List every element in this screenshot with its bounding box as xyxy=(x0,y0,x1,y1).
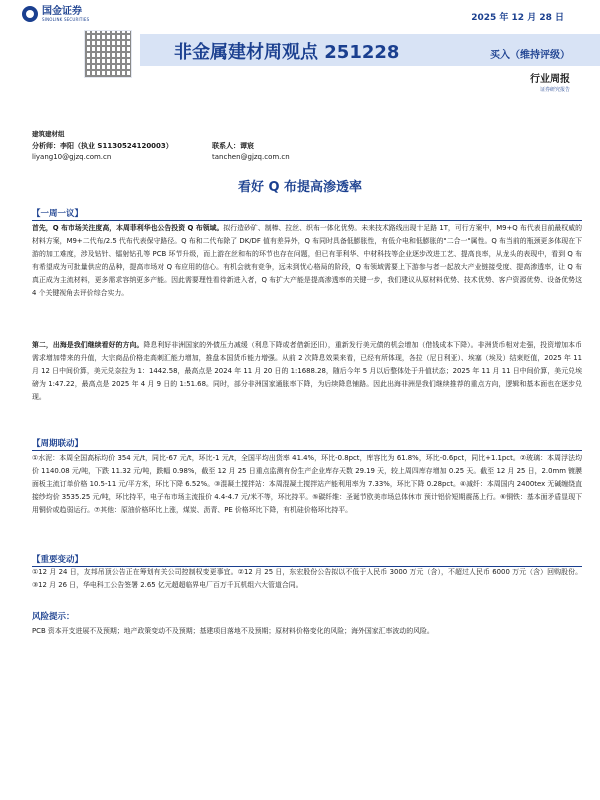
rating-label: 买入（维持评级） xyxy=(490,50,570,61)
report-subtype: 证券研究报告 xyxy=(539,87,570,93)
contact-info: 联系人：谭宸 xyxy=(212,142,254,150)
logo-mark-icon xyxy=(22,6,38,22)
logo-en: SINOLINK SECURITIES xyxy=(42,16,90,22)
report-headline: 看好 Q 布提高渗透率 xyxy=(237,180,363,195)
weekly-paragraph-2 xyxy=(32,339,582,404)
contact-email[interactable]: tanchen@gjzq.com.cn xyxy=(212,153,290,161)
weekly-p1-body: 拟行造砂矿、制棒、拉丝、织布一体化优势。未来技术路线出现十足路 1T，可行方案中，M9+Q 布代表目前最权威的材料方案，M9+二代布/2.5 代布代表保守路径。Q 布和二代布除了 DK/DF 值有差异外，Q 布同时具备低膨胀性，有低介电和低膨胀的"二合一"属性。Q 布当前的瓶颈更多体现在下游的加工难度，涉及钻针、镭射钻孔等 PCB 环节升级，而上游在丝和布的环节也存在问题，但已有菲利华、中材科技等企业逐步改进工艺、提高良率，从龙头的表现中，看到 Q 布有希望成为可批量供应的品种，提高市场对 Q 布应用的信心。有机会就有竞争，远未到忧心格局的阶段，Q 布领域需要上下游参与者一起放大产业链接受度、提高渗透率，让 Q 布真正成为主流材料，更多需求容纳更多产能。因此需要理性看待新进入者，Q 布扩大产能是提高渗透率的关键一步，我们建议从原材料优势、技术优势、客户资源优势、设备优势这 4 个关键视角去评价综合实力。 xyxy=(32,224,582,297)
qr-code-icon xyxy=(84,30,132,78)
section-divider xyxy=(32,450,582,451)
risk-paragraph: PCB 资本开支进展不及预期；地产政策变动不及预期；基建项目落地不及预期；原材料价格变化的风险；海外国家汇率波动的风险。 xyxy=(32,627,434,635)
section-title-weekly: 【一周一议】 xyxy=(32,209,84,219)
report-date: 2025 年 12 月 28 日 xyxy=(471,13,564,23)
weekly-p2-lead: 第二，出海是我们继续看好的方向。 xyxy=(32,341,144,349)
cycle-paragraph: ①水泥：本周全国高标均价 354 元/t，同比-67 元/t，环比-1 元/t，全国平均出货率 41.4%，环比-0.8pct，库容比为 61.8%，环比-0.6pct，同比+1.1pct。②玻璃：本周浮法均价 1140.08 元/吨，下跌 11.32 元/吨，跌幅 0.98%，截至 12 月 25 日重点监测有份生产企业库存天数 29.19 天，较上周四库存增加 0.25 天。截至 12 月 25 日，2.0mm 镀膜面板主流订单价格 10.5-11 元/平方米，环比下降 6.52%。③混凝土搅拌站：本周混凝土搅拌站产能利用率为 7.33%，环比下降 0.28pct。④减纤：本周国内 2400tex 无碱缠绕直接纱均价 3535.25 元/吨，环比持平，电子布市场主流报价 4.4-4.7 元/米不等，环比持平。⑤碳纤维：圣诞节欧美市场总体休市 预计铝价短期震荡上行。⑥铜铁：基本面矛盾显现下用铜价或趋弱运行。⑦其他：原油价格环比上涨，煤炭、沥青、PE 价格环比下降，有机硅价格环比持平。 xyxy=(32,454,582,514)
weekly-paragraph-1 xyxy=(32,222,582,300)
weekly-p1-lead: 首先，Q 布市场关注度高，本周菲利华也公告投资 Q 布领域。 xyxy=(32,224,224,232)
page-title: 非金属建材周观点 251228 xyxy=(174,42,400,63)
logo-cn: 国金证券 xyxy=(42,5,82,17)
company-logo xyxy=(22,6,89,22)
section-title-cycle: 【周期联动】 xyxy=(32,439,84,449)
risk-title: 风险提示： xyxy=(32,612,75,622)
weekly-p2-body: 降息利好非洲国家的外债压力减缓（利息下降或者借新还旧），重新发行美元债的机会增加（借钱成本下降）。非洲货币相对走强，投资增加本币需求增加带来的升值，大宗商品价格走高刺汇能力增加，推盘本国货币能力增强。从前 2 次降息效果来看，已经有所体现，各拉（尼日利亚）、埃塞（埃及）结束贬值，2025 年 11 月 12 日中间价算，美元兑奈拉为 1：1442.58，最高点是 2024 年 11 月 20 日的 1:1688.28，随后今年 5 月以后整体处于升值状态；2025 年 11 月 11 日中间价算，美元兑埃磅为 1:47.22，最高点是 2025 年 4 月 9 日的 1:51.68。同时，部分非洲国家通胀率下降，为后续降息铺路。因此出海非洲是我们继续推荐的重点方向，逻辑和基本面也在逐步兑现。 xyxy=(32,341,582,401)
section-divider xyxy=(32,220,582,221)
analyst-info: 分析师：李阳（执业 S1130524120003） xyxy=(32,142,173,150)
analyst-email[interactable]: liyang10@gjzq.com.cn xyxy=(32,153,112,161)
events-paragraph: ①12 月 24 日，友邦吊顶公告正在筹划有关公司控制权变更事宜。②12 月 25 日，东宏股份公告拟以不低于人民币 3000 万元（含），不超过人民币 6000 万元（含）回购股份。③12 月 26 日，华电科工公告签署 2.65 亿元超超临界电厂百万千瓦机组六大管道合同。 xyxy=(32,568,582,589)
section-title-events: 【重要变动】 xyxy=(32,555,84,565)
report-type: 行业周报 xyxy=(530,74,570,85)
sector-label: 建筑建材组 xyxy=(32,130,65,138)
